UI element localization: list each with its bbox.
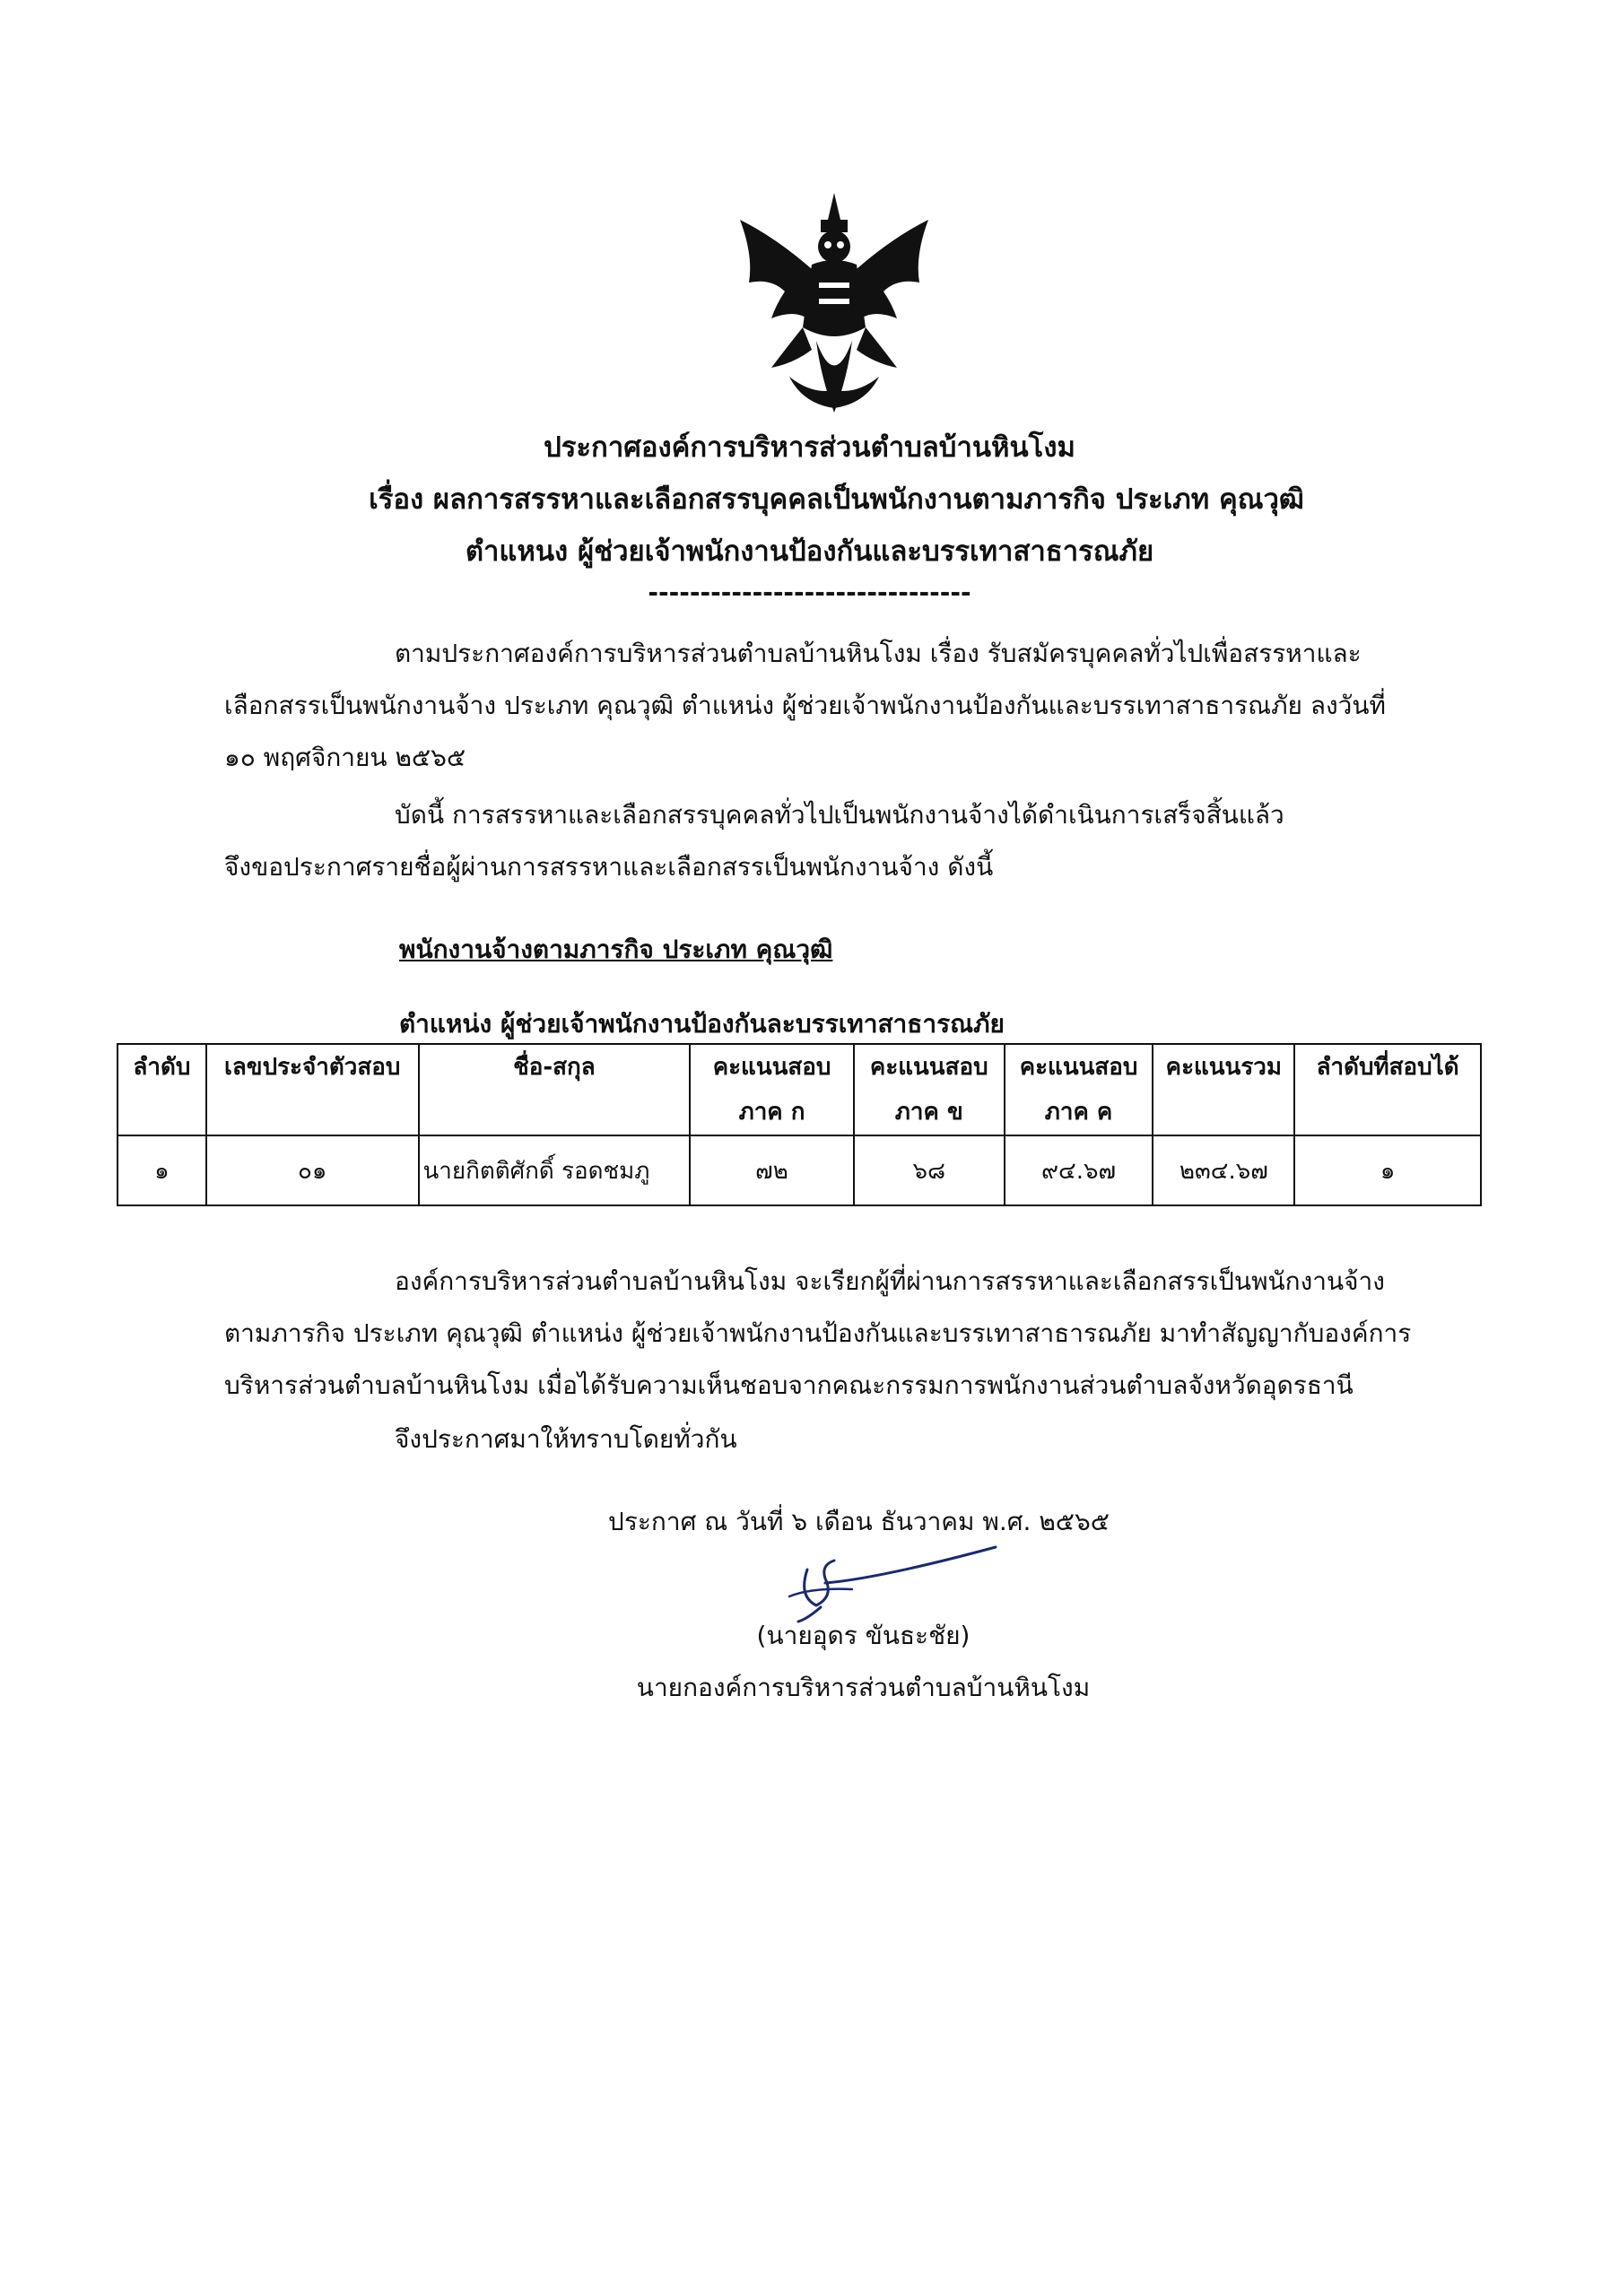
para3-row1: องค์การบริหารส่วนตำบลบ้านหินโงม จะเรียกผู้ที่ผ่านการสรรหาและเลือกสรรเป็นพนักงานจ้าง — [395, 1266, 1385, 1296]
header-position: ตำแหนง ผู้ช่วยเจ้าพนักงานป้องกันและบรรเทาสาธารณภัย — [465, 535, 1154, 568]
announcement-header — [0, 422, 1619, 608]
header-score-a: คะแนนสอบ ภาค ก — [690, 1044, 854, 1135]
para1-row1: ตามประกาศองค์การบริหารส่วนตำบลบ้านหินโงม เรื่อง รับสมัครบุคคลทั่วไปเพื่อสรรหาและ — [395, 639, 1362, 668]
para3-row2: ตามภารกิจ ประเภท คุณวุฒิ ตำแหน่ง ผู้ช่วยเจ้าพนักงานป้องกันและบรรเทาสาธารณภัย มาทำสัญญากับองค์การ — [224, 1318, 1412, 1348]
header-divider: ------------------------------- — [648, 578, 971, 607]
table-row — [118, 1135, 1481, 1205]
cell-full-name: นายกิตติศักดิ์ รอดชมภู — [419, 1135, 691, 1205]
header-total-score: คะแนนรวม — [1153, 1044, 1294, 1135]
cell-rank: ๑ — [1294, 1135, 1481, 1205]
header-score-b: คะแนนสอบ ภาค ข — [854, 1044, 1005, 1135]
paragraph-closing — [224, 1413, 1406, 1465]
table-header-row — [118, 1044, 1481, 1135]
para4-row1: จึงประกาศมาให้ทราบโดยทั่วกัน — [395, 1424, 737, 1454]
employee-type-heading: พนักงานจ้างตามภารกิจ ประเภท คุณวุฒิ — [399, 935, 833, 964]
position-heading: ตำแหน่ง ผู้ช่วยเจ้าพนักงานป้องกันละบรรเทาสาธารณภัย — [399, 1009, 1005, 1039]
header-full-name: ชื่อ-สกุล — [419, 1044, 691, 1135]
result-table — [117, 1043, 1482, 1206]
paragraph-reference — [224, 628, 1406, 784]
paragraph-result — [224, 789, 1406, 893]
cell-total-score: ๒๓๔.๖๗ — [1153, 1135, 1294, 1205]
announcement-date: ประกาศ ณ วันที่ ๖ เดือน ธันวาคม พ.ศ. ๒๕๖๕ — [608, 1507, 1110, 1536]
header-score-c: คะแนนสอบ ภาค ค — [1005, 1044, 1153, 1135]
paragraph-contract — [224, 1256, 1412, 1412]
para2-row2: จึงขอประกาศรายชื่อผู้ผ่านการสรรหาและเลือกสรรเป็นพนักงานจ้าง ดังนี้ — [224, 852, 994, 882]
garuda-emblem-icon — [722, 184, 946, 417]
header-order: ลำดับ — [118, 1044, 206, 1135]
para3-row3: บริหารส่วนตำบลบ้านหินโงม เมื่อได้รับความเห็นชอบจากคณะกรรมการพนักงานส่วนตำบลจังหวัดอุดรธานี — [224, 1370, 1354, 1400]
cell-order: ๑ — [118, 1135, 206, 1205]
header-exam-id: เลขประจำตัวสอบ — [206, 1044, 419, 1135]
signer-name: (นายอุดร ขันธะชัย) — [756, 1621, 971, 1650]
cell-score-a: ๗๒ — [690, 1135, 854, 1205]
header-rank: ลำดับที่สอบได้ — [1294, 1044, 1481, 1135]
para2-row1: บัดนี้ การสรรหาและเลือกสรรบุคคลทั่วไปเป็นพนักงานจ้างได้ดำเนินการเสร็จสิ้นแล้ว — [395, 800, 1284, 830]
cell-score-c: ๙๔.๖๗ — [1005, 1135, 1153, 1205]
para1-row3: ๑๐ พฤศจิกายน ๒๕๖๕ — [224, 743, 466, 772]
cell-score-b: ๖๘ — [854, 1135, 1005, 1205]
cell-exam-id: ๐๑ — [206, 1135, 419, 1205]
header-subject: เรื่อง ผลการสรรหาและเลือกสรรบุคคลเป็นพนักงานตามภารกิจ ประเภท คุณวุฒิ — [369, 483, 1304, 516]
signer-title: นายกองค์การบริหารส่วนตำบลบ้านหินโงม — [636, 1673, 1091, 1702]
para1-row2: เลือกสรรเป็นพนักงานจ้าง ประเภท คุณวุฒิ ตำแหน่ง ผู้ช่วยเจ้าพนักงานป้องกันและบรรเทาสาธารณภัย ลงวันที่ — [224, 691, 1386, 720]
header-title: ประกาศองค์การบริหารส่วนตำบลบ้านหินโงม — [544, 431, 1075, 464]
